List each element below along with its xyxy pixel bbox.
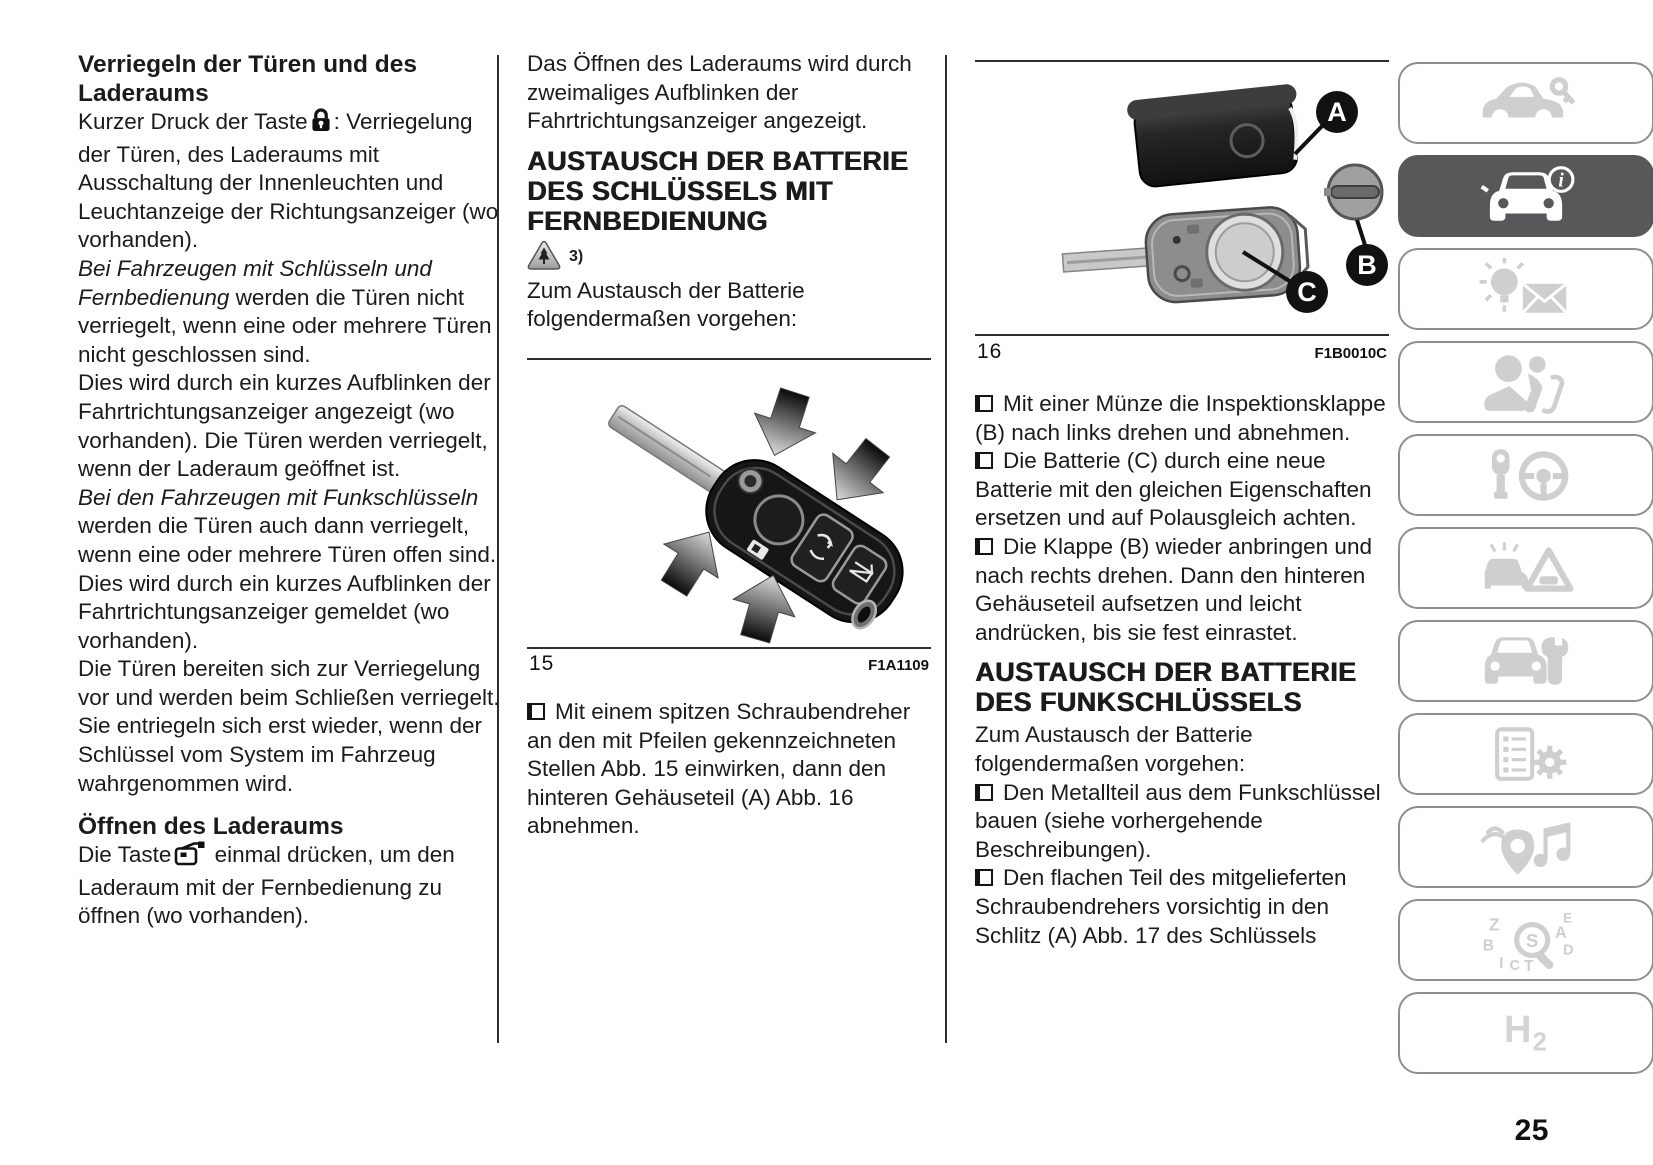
column-3	[975, 390, 1391, 950]
square-bullet-icon	[975, 784, 993, 801]
svg-text:A: A	[1554, 923, 1567, 942]
sidebar-tab-index[interactable]	[1398, 899, 1653, 981]
paragraph: Bei Fahrzeugen mit Schlüsseln und Fernbedienung werden die Türen nicht verriegelt, wenn eine oder mehrere Türen nicht geschlossen sind.	[78, 255, 492, 367]
sidebar-tab-safety[interactable]	[1398, 341, 1653, 423]
index-search-icon	[1470, 907, 1582, 973]
figure-15-top-rule	[527, 358, 931, 360]
lock-icon	[311, 113, 331, 138]
sidebar-tab-hydrogen[interactable]	[1398, 992, 1653, 1074]
multimedia-nav-icon	[1470, 814, 1582, 880]
paragraph: Das Öffnen des Laderaums wird durch zweimaliges Aufblinken der Fahrtrichtungsanzeiger angezeigt.	[527, 51, 912, 134]
section-heading-battery-remote-key: AUSTAUSCH DER BATTERIE DES SCHLÜSSELS MIT FERNBEDIENUNG	[527, 145, 909, 236]
note-line	[527, 240, 933, 275]
column-divider-2	[945, 55, 947, 1043]
lights-message-icon	[1470, 256, 1582, 322]
paragraph: Die Türen bereiten sich zur Verriegelung vor und werden beim Schließen verriegelt. Sie entriegeln sich erst wieder, wenn der Schlüssel vom System im Fahrzeug wahrgenommen wird.	[78, 656, 500, 796]
sidebar-tab-multimedia[interactable]	[1398, 806, 1653, 888]
figure-16-label-b: B	[1357, 250, 1377, 280]
column-2-lower	[527, 698, 933, 841]
figure-16-label-a: A	[1327, 97, 1347, 127]
sidebar-tab-lights-messages[interactable]	[1398, 248, 1653, 330]
bullet-paragraph: Den Metallteil aus dem Funkschlüssel bauen (siehe vorhergehende Beschreibungen).	[975, 779, 1381, 862]
square-bullet-icon	[975, 395, 993, 412]
car-wrench-icon	[1470, 628, 1582, 694]
paragraph: Zum Austausch der Batterie folgendermaßen vorgehen:	[975, 722, 1253, 776]
figure-16-bottom-rule	[975, 334, 1389, 336]
figure-15-number: 15	[529, 652, 555, 675]
section-heading-lock-doors: Verriegeln der Türen und des Laderaums	[78, 51, 418, 107]
sidebar-tab-technical-data[interactable]	[1398, 713, 1653, 795]
figure-15-caption	[529, 652, 929, 676]
svg-text:E: E	[1563, 910, 1573, 926]
svg-text:C: C	[1509, 957, 1520, 973]
svg-text:T: T	[1523, 957, 1534, 973]
column-2	[527, 50, 933, 334]
sidebar-tab-maintenance[interactable]	[1398, 620, 1653, 702]
hydrogen-icon: $H_2$	[1504, 1008, 1548, 1057]
figure-16-caption	[977, 340, 1387, 364]
note-reference: 3)	[569, 248, 584, 266]
paragraph: Dies wird durch ein kurzes Aufblinken der Fahrtrichtungsanzeiger angezeigt (wo vorhanden). Die Türen werden verriegelt, wenn der Laderaum geöffnet ist.	[78, 370, 491, 482]
figure-15-bottom-rule	[527, 647, 931, 649]
figure-15-key-with-arrows	[527, 361, 931, 645]
bullet-paragraph: Die Klappe (B) wieder anbringen und nach rechts drehen. Dann den hinteren Gehäuseteil aufsetzen und leicht andrücken, bis sie fest einrastet.	[975, 533, 1372, 645]
svg-text:i: i	[1558, 170, 1564, 192]
paragraph: Kurzer Druck der Taste : Verriegelung der Türen, des Laderaums mit Ausschaltung der Innenleuchten und Leuchtanzeige der Richtungsanzeiger (wo vorhanden).	[78, 109, 499, 253]
svg-text:I: I	[1499, 954, 1504, 972]
page-number: 25	[1514, 1114, 1549, 1147]
square-bullet-icon	[975, 538, 993, 555]
figure-16-label-c: C	[1297, 277, 1317, 307]
paragraph: Die Taste einmal drücken, um den Laderaum mit der Fernbedienung zu öffnen (wo vorhanden).	[78, 842, 455, 929]
sidebar-tab-car-with-key[interactable]	[1398, 62, 1653, 144]
sidebar-tab-emergency[interactable]	[1398, 527, 1653, 609]
trunk-open-icon	[174, 846, 205, 871]
key-steering-wheel-icon	[1470, 442, 1582, 508]
environment-warning-triangle-icon	[527, 240, 561, 275]
square-bullet-icon	[527, 703, 545, 720]
svg-text:B: B	[1482, 937, 1494, 955]
airbag-safety-icon	[1470, 349, 1582, 415]
column-1	[78, 50, 502, 931]
figure-15-code: F1A1109	[868, 657, 929, 674]
section-heading-open-trunk: Öffnen des Laderaums	[78, 813, 344, 841]
figure-16-key-battery	[975, 62, 1389, 332]
svg-text:S: S	[1526, 930, 1539, 952]
square-bullet-icon	[975, 869, 993, 886]
car-warning-triangle-icon	[1470, 535, 1582, 601]
section-heading-battery-radio-key: AUSTAUSCH DER BATTERIE DES FUNKSCHLÜSSELS	[975, 657, 1357, 718]
figure-16-number: 16	[977, 340, 1003, 363]
sidebar-tab-car-info-active[interactable]	[1398, 155, 1653, 237]
bullet-paragraph: Den flachen Teil des mitgelieferten Schraubendrehers vorsichtig in den Schlitz (A) Abb. 17 des Schlüssels	[975, 865, 1347, 948]
list-gear-icon	[1470, 721, 1582, 787]
bullet-paragraph: Mit einem spitzen Schraubendreher an den mit Pfeilen gekennzeichneten Stellen Abb. 15 einwirken, dann den hinteren Gehäuseteil (A) Abb. 16 abnehmen.	[527, 699, 911, 839]
square-bullet-icon	[975, 452, 993, 469]
svg-text:Z: Z	[1488, 914, 1500, 935]
car-info-icon	[1470, 163, 1582, 229]
figure-16-code: F1B0010C	[1314, 345, 1387, 362]
svg-text:D: D	[1563, 942, 1574, 959]
sidebar-tab-starting-driving[interactable]	[1398, 434, 1653, 516]
paragraph: Bei den Fahrzeugen mit Funkschlüsseln werden die Türen auch dann verriegelt, wenn eine oder mehrere Türen offen sind. Dies wird durch ein kurzes Aufblinken der Fahrtrichtungsanzeiger gemeldet (wo vorhanden).	[78, 484, 497, 653]
paragraph: Zum Austausch der Batterie folgendermaßen vorgehen:	[527, 277, 805, 332]
car-with-key-icon	[1470, 70, 1582, 136]
bullet-paragraph: Mit einer Münze die Inspektionsklappe (B) nach links drehen und abnehmen.	[975, 391, 1386, 445]
bullet-paragraph: Die Batterie (C) durch eine neue Batterie mit den gleichen Eigenschaften ersetzen und auf Polausgleich achten.	[975, 448, 1372, 531]
